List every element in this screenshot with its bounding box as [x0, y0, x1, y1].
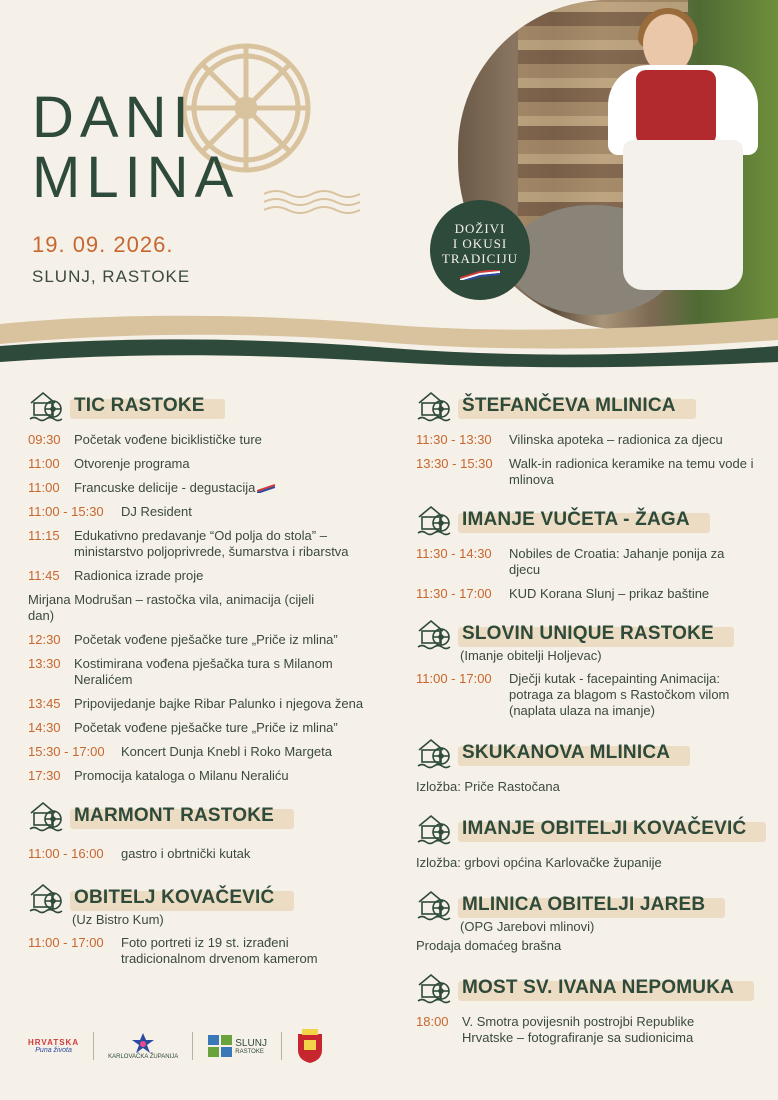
coat-of-arms-icon: [296, 1028, 324, 1064]
section-stefanceva-mlinica: [416, 388, 762, 488]
watermill-icon: [416, 736, 452, 770]
section-tic-rastoke: [28, 388, 388, 784]
badge-line-2: I OKUSI: [452, 235, 508, 251]
star-icon: [130, 1032, 156, 1054]
section-subtitle: (Uz Bistro Kum): [72, 912, 164, 927]
sponsor-logos: [28, 1022, 348, 1070]
section-mlinica-obitelji-jareb: [416, 887, 762, 954]
karlovacka-zupanija-logo: [108, 1032, 178, 1060]
section-title: OBITELJ KOVAČEVIĆ: [72, 885, 280, 911]
section-imanje-vuceta-zaga: [416, 502, 762, 602]
slunj-rastoke-logo: [207, 1034, 267, 1058]
schedule-row: 11:30 - 14:30 Nobiles de Croatia: Jahanje ponija za djecu: [416, 546, 725, 577]
watermill-icon: [28, 881, 64, 915]
section-title: MOST SV. IVANA NEPOMUKA: [460, 975, 740, 1001]
section-most-sv-ivana-nepomuka: [416, 970, 762, 1046]
section-header: [416, 887, 762, 923]
schedule-row: 13:30 Kostimirana vođena pješačka tura s Milanom Neralićem: [28, 656, 333, 687]
section-header: [416, 811, 762, 847]
section-title: TIC RASTOKE: [72, 393, 211, 419]
section-title: MLINICA OBITELJI JAREB: [460, 892, 711, 918]
section-header: [28, 388, 388, 424]
woman-skirt: [623, 140, 743, 290]
schedule-row: 17:30 Promocija kataloga o Milanu Neraliću: [28, 768, 289, 783]
section-description: Izložba: grbovi općina Karlovačke županije: [416, 855, 662, 870]
schedule-row: 11:00 - 15:30 DJ Resident: [28, 504, 192, 519]
logo-divider: [192, 1032, 193, 1060]
water-waves-icon: [262, 186, 364, 216]
watermill-icon: [28, 799, 64, 833]
schedule-row: 14:30 Početak vođene pješačke ture „Priče iz mlina”: [28, 720, 338, 735]
logo-subtext: Puna života: [35, 1047, 72, 1054]
section-subtitle: (Imanje obitelji Holjevac): [460, 648, 602, 663]
schedule-row: 11:30 - 13:30 Vilinska apoteka – radionica za djecu: [416, 432, 723, 447]
section-title: MARMONT RASTOKE: [72, 803, 280, 829]
event-date: 19. 09. 2026.: [32, 232, 174, 257]
badge-line-3: TRADICIJU: [441, 250, 519, 266]
section-title: SKUKANOVA MLINICA: [460, 740, 676, 766]
title-line-2: MLINA: [32, 145, 240, 210]
section-header: [28, 880, 388, 916]
logo-subtext: RASTOKE: [235, 1048, 264, 1055]
schedule-row: 13:45 Pripovijedanje bajke Ribar Palunko i njegova žena: [28, 696, 364, 711]
schedule-row: 12:30 Početak vođene pješačke ture „Priče iz mlina”: [28, 632, 338, 647]
page-title: [32, 85, 240, 210]
schedule-row: 11:00 Otvorenje programa: [28, 456, 190, 471]
program-left-column: [28, 388, 388, 977]
title-line-1: DANI: [32, 85, 195, 150]
schedule-row: 09:30 Početak vođene biciklističke ture: [28, 432, 262, 447]
section-title: IMANJE OBITELJI KOVAČEVIĆ: [460, 816, 752, 842]
section-header: [416, 735, 762, 771]
section-imanje-obitelji-kovacevic: [416, 811, 762, 871]
logo-divider: [281, 1032, 282, 1060]
croatian-flag-icon: [257, 483, 275, 493]
schedule-row: 11:30 - 17:00 KUD Korana Slunj – prikaz baštine: [416, 586, 710, 601]
section-title: IMANJE VUČETA - ŽAGA: [460, 507, 696, 533]
section-obitelj-kovacevic: [28, 880, 388, 967]
section-slovin-unique-rastoke: [416, 616, 762, 719]
section-description: Izložba: Priče Rastočana: [416, 779, 560, 794]
section-header: [28, 798, 388, 834]
watermill-icon: [416, 812, 452, 846]
schedule-row: 11:45 Radionica izrade proje: [28, 568, 204, 583]
schedule-row: 11:00 - 17:00 Foto portreti iz 19 st. izrađeni tradicionalnom drvenom kamerom: [28, 935, 318, 966]
schedule-row: 13:30 - 15:30 Walk-in radionica keramike na temu vode i mlinova: [416, 456, 754, 487]
badge-line-1: DOŽIVI: [454, 220, 506, 236]
section-title: ŠTEFANČEVA MLINICA: [460, 393, 682, 419]
watermill-icon: [416, 503, 452, 537]
program-right-column: [416, 388, 762, 1056]
section-marmont-rastoke: [28, 798, 388, 862]
croatian-flag-icon: [460, 270, 500, 280]
logo-text: SLUNJ: [235, 1037, 267, 1049]
schedule-row: 15:30 - 17:00 Koncert Dunja Knebl i Roko Margeta: [28, 744, 333, 759]
schedule-row: 11:15 Edukativno predavanje “Od polja do stola” – ministarstvo poljoprivrede, šumarstva i ribarstva: [28, 528, 349, 559]
wave-band: [0, 310, 778, 370]
schedule-row: 11:00 - 17:00 Dječji kutak - facepainting Animacija: potraga za blagom s Rastočkom vilom (naplata ulaza na imanje): [416, 671, 730, 718]
logo-divider: [93, 1032, 94, 1060]
section-header: [416, 388, 762, 424]
schedule-row: Mirjana Modrušan – rastočka vila, animacija (cijeli dan): [28, 592, 315, 623]
watermill-icon: [416, 389, 452, 423]
section-description: Prodaja domaćeg brašna: [416, 938, 562, 953]
tradition-badge: [430, 200, 530, 300]
schedule-row: 11:00 - 16:00 gastro i obrtnički kutak: [28, 846, 251, 861]
section-subtitle: (OPG Jarebovi mlinovi): [460, 919, 595, 934]
watermill-icon: [416, 971, 452, 1005]
hrvatska-logo: [28, 1038, 79, 1054]
section-header: [416, 502, 762, 538]
section-header: [416, 970, 762, 1006]
section-skukanova-mlinica: [416, 735, 762, 795]
coat-of-arms-logo: [296, 1028, 324, 1064]
woman-vest: [636, 70, 716, 145]
schedule-row: 11:00 Francuske delicije - degustacija: [28, 480, 388, 496]
schedule-row: 18:00 V. Smotra povijesnih postrojbi Republike Hrvatske – fotografiranje sa sudionicima: [416, 1014, 695, 1045]
watermill-icon: [416, 888, 452, 922]
logo-text: KARLOVAČKA ŽUPANIJA: [108, 1054, 179, 1060]
logo-text: HRVATSKA: [28, 1038, 80, 1047]
watermill-icon: [28, 389, 64, 423]
watermill-icon: [416, 617, 452, 651]
section-title: SLOVIN UNIQUE RASTOKE: [460, 621, 720, 647]
slunj-mark-icon: [207, 1034, 233, 1058]
event-place: SLUNJ, RASTOKE: [32, 267, 191, 286]
section-header: [416, 616, 762, 652]
